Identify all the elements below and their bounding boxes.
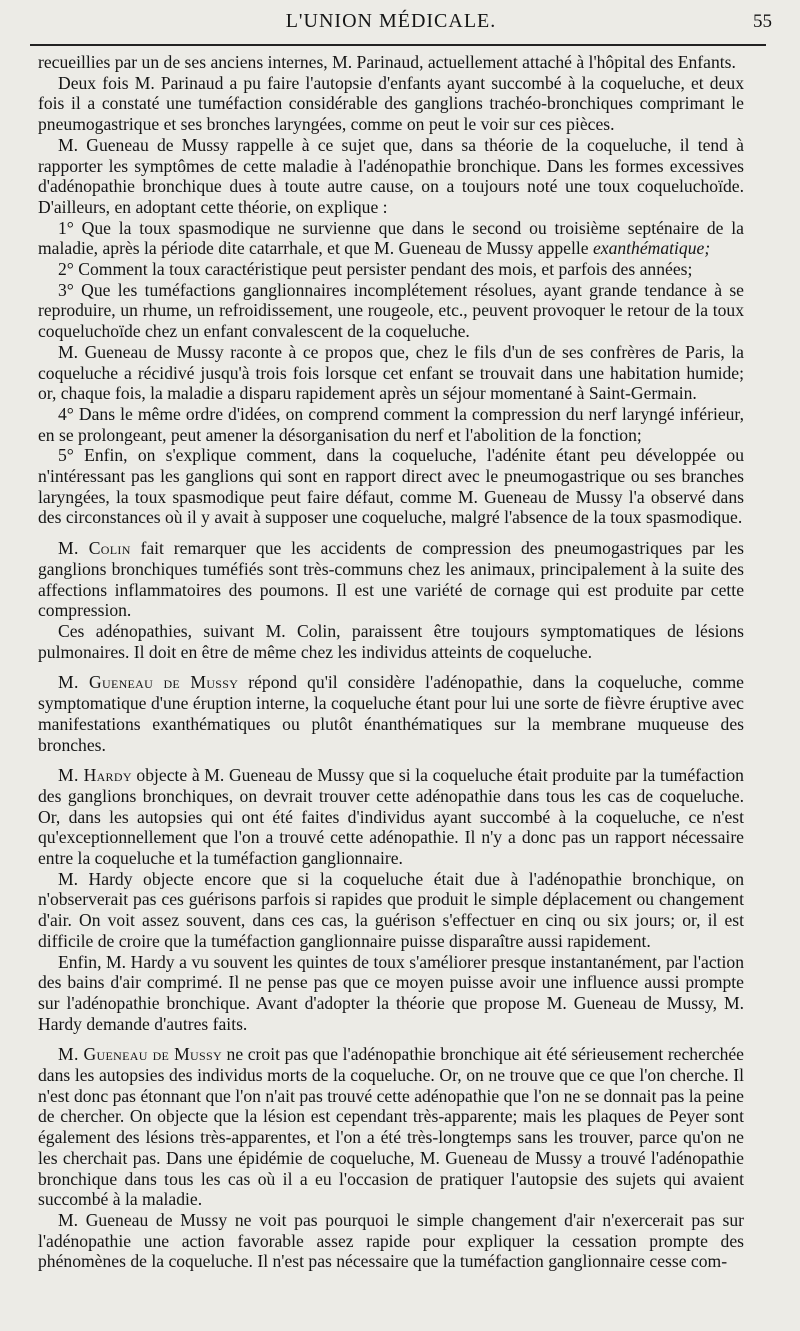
- paragraph: M. Gueneau de Mussy ne voit pas pourquoi le simple changement d'air n'exercerait pas sur l'adénopathie une action favorable assez rapide pour expliquer la cessation prompte des phénomènes de la coqueluche. Il n'est pas nécessaire que la tuméfaction ganglionnaire cesse com-: [38, 1209, 744, 1272]
- paragraph-continuation: recueillies par un de ses anciens internes, M. Parinaud, actuellement attaché à l'hôpital des Enfants.: [38, 52, 736, 72]
- header-rule: [30, 44, 766, 46]
- paragraph: M. Hardy objecte encore que si la coqueluche était due à l'adénopathie bronchique, on n'observerait pas ces guérisons parfois si rapides que produit le simple déplacement ou changement d'air. On voit assez souvent, dans ces cas, la guérison s'effectuer en cinq ou six jours; or, il est difficile de croire que la tuméfaction ganglionnaire puisse disparaître aussi rapidement.: [38, 868, 744, 951]
- speaker-name: M. Hardy: [58, 765, 132, 786]
- paragraph: 3° Que les tuméfactions ganglionnaires incomplétement résolues, ayant grande tendance à se reproduire, un rhume, un refroidissement, une rougeole, etc., peuvent provoquer le retour de la toux coqueluchoïde chez un enfant convalescent de la coqueluche.: [38, 279, 744, 342]
- paragraph-speaker: M. Gueneau de Mussy ne croit pas que l'adénopathie bronchique ait été sérieusement recherchée dans les autopsies des individus morts de la coqueluche. Or, on ne trouve que ce que l'on cherche. Il n'est donc pas étonnant que l'on n'ait pas trouvé cette adénopathie que l'on ne se donnait pas la peine de chercher. On objecte que la lésion est cependant très-apparente; mais les plaques de Peyer sont également des lésions très-apparentes, et l'on a été très-longtemps sans les trouver, parce qu'on ne les cherchait pas. Dans une épidémie de coqueluche, M. Gueneau de Mussy a trouvé l'adénopathie bronchique dans tous les cas où il a eu l'occasion de pratiquer l'autopsie des sujets qui avaient succombé à la maladie.: [38, 1044, 744, 1210]
- running-title: L'UNION MÉDICALE.: [285, 10, 497, 32]
- page-number: 55: [753, 11, 772, 32]
- speaker-name: M. Gueneau de Mussy: [58, 1044, 222, 1065]
- italic-term: exanthématique;: [592, 238, 711, 259]
- paragraph: 4° Dans le même ordre d'idées, on comprend comment la compression du nerf laryngé inférieur, en se prolongeant, peut amener la désorganisation du nerf et l'abolition de la fonction;: [38, 403, 744, 445]
- article-body: [38, 52, 744, 1272]
- speaker-name: M. Colin: [58, 538, 131, 559]
- paragraph-speaker: M. Gueneau de Mussy répond qu'il considère l'adénopathie, dans la coqueluche, comme symptomatique d'une éruption interne, la coqueluche étant pour lui une sorte de fièvre éruptive avec manifestations exanthématiques ou plutôt énanthématiques sur la membrane muqueuse des bronches.: [38, 672, 744, 755]
- paragraph: M. Gueneau de Mussy raconte à ce propos que, chez le fils d'un de ses confrères de Paris, la coqueluche a récidivé jusqu'à trois fois lorsque cet enfant se trouvait dans une habitation humide; or, chaque fois, la maladie a disparu rapidement après un séjour momentané à Saint-Germain.: [38, 341, 744, 404]
- paragraph-speaker: M. Hardy objecte à M. Gueneau de Mussy que si la coqueluche était produite par la tuméfaction des ganglions bronchiques, on devrait trouver cette adénopathie dans tous les cas de coqueluche. Or, dans les autopsies qui ont été faites d'individus ayant succombé à la coqueluche, ce n'est qu'exceptionnellement que l'on a trouvé cette adénopathie. Il n'y a donc pas un rapport nécessaire entre la coqueluche et la tuméfaction ganglionnaire.: [38, 765, 744, 869]
- paragraph: 1° Que la toux spasmodique ne survienne que dans le second ou troisième septénaire de la maladie, après la période dite catarrhale, et que M. Gueneau de Mussy appelle exanthématique;: [38, 217, 744, 259]
- paragraph: Deux fois M. Parinaud a pu faire l'autopsie d'enfants ayant succombé à la coqueluche, et deux fois il a constaté une tuméfaction considérable des ganglions trachéo-bronchiques comprimant le pneumogastrique et ses bronches laryngées, comme on peut le voir sur ces pièces.: [38, 72, 744, 135]
- paragraph: Ces adénopathies, suivant M. Colin, paraissent être toujours symptomatiques de lésions pulmonaires. Il doit en être de même chez les individus atteints de coqueluche.: [38, 620, 744, 662]
- page-header: [38, 6, 772, 36]
- paragraph: Enfin, M. Hardy a vu souvent les quintes de toux s'améliorer presque instantanément, par l'action des bains d'air comprimé. Il ne pense pas que ce moyen puisse avoir une influence aussi prompte sur l'adénopathie bronchique. Avant d'adopter la théorie que propose M. Gueneau de Mussy, M. Hardy demande d'autres faits.: [38, 951, 744, 1034]
- paragraph: 2° Comment la toux caractéristique peut persister pendant des mois, et parfois des années;: [58, 259, 693, 280]
- paragraph: M. Gueneau de Mussy rappelle à ce sujet que, dans sa théorie de la coqueluche, il tend à rapporter les symptômes de cette maladie à l'adénopathie bronchique. Dans les formes excessives d'adénopathie bronchique dues à toute autre cause, on a toujours noté une toux coqueluchoïde. D'ailleurs, en adoptant cette théorie, on explique :: [38, 134, 744, 217]
- paragraph: 5° Enfin, on s'explique comment, dans la coqueluche, l'adénite étant peu développée ou n'intéressant pas les ganglions qui sont en rapport direct avec le pneumogastrique ou ses branches laryngées, la toux spasmodique peut faire défaut, comme M. Gueneau de Mussy l'a observé dans des circonstances où il y avait à supposer une coqueluche, malgré l'absence de la toux spasmodique.: [38, 445, 744, 528]
- speaker-name: M. Gueneau de Mussy: [58, 672, 239, 693]
- paragraph-speaker: M. Colin fait remarquer que les accidents de compression des pneumogastriques par les ganglions bronchiques tuméfiés sont très-communs chez les animaux, principalement à la suite des affections inflammatoires des poumons. Il est une variété de cornage qui est produite par cette compression.: [38, 538, 744, 621]
